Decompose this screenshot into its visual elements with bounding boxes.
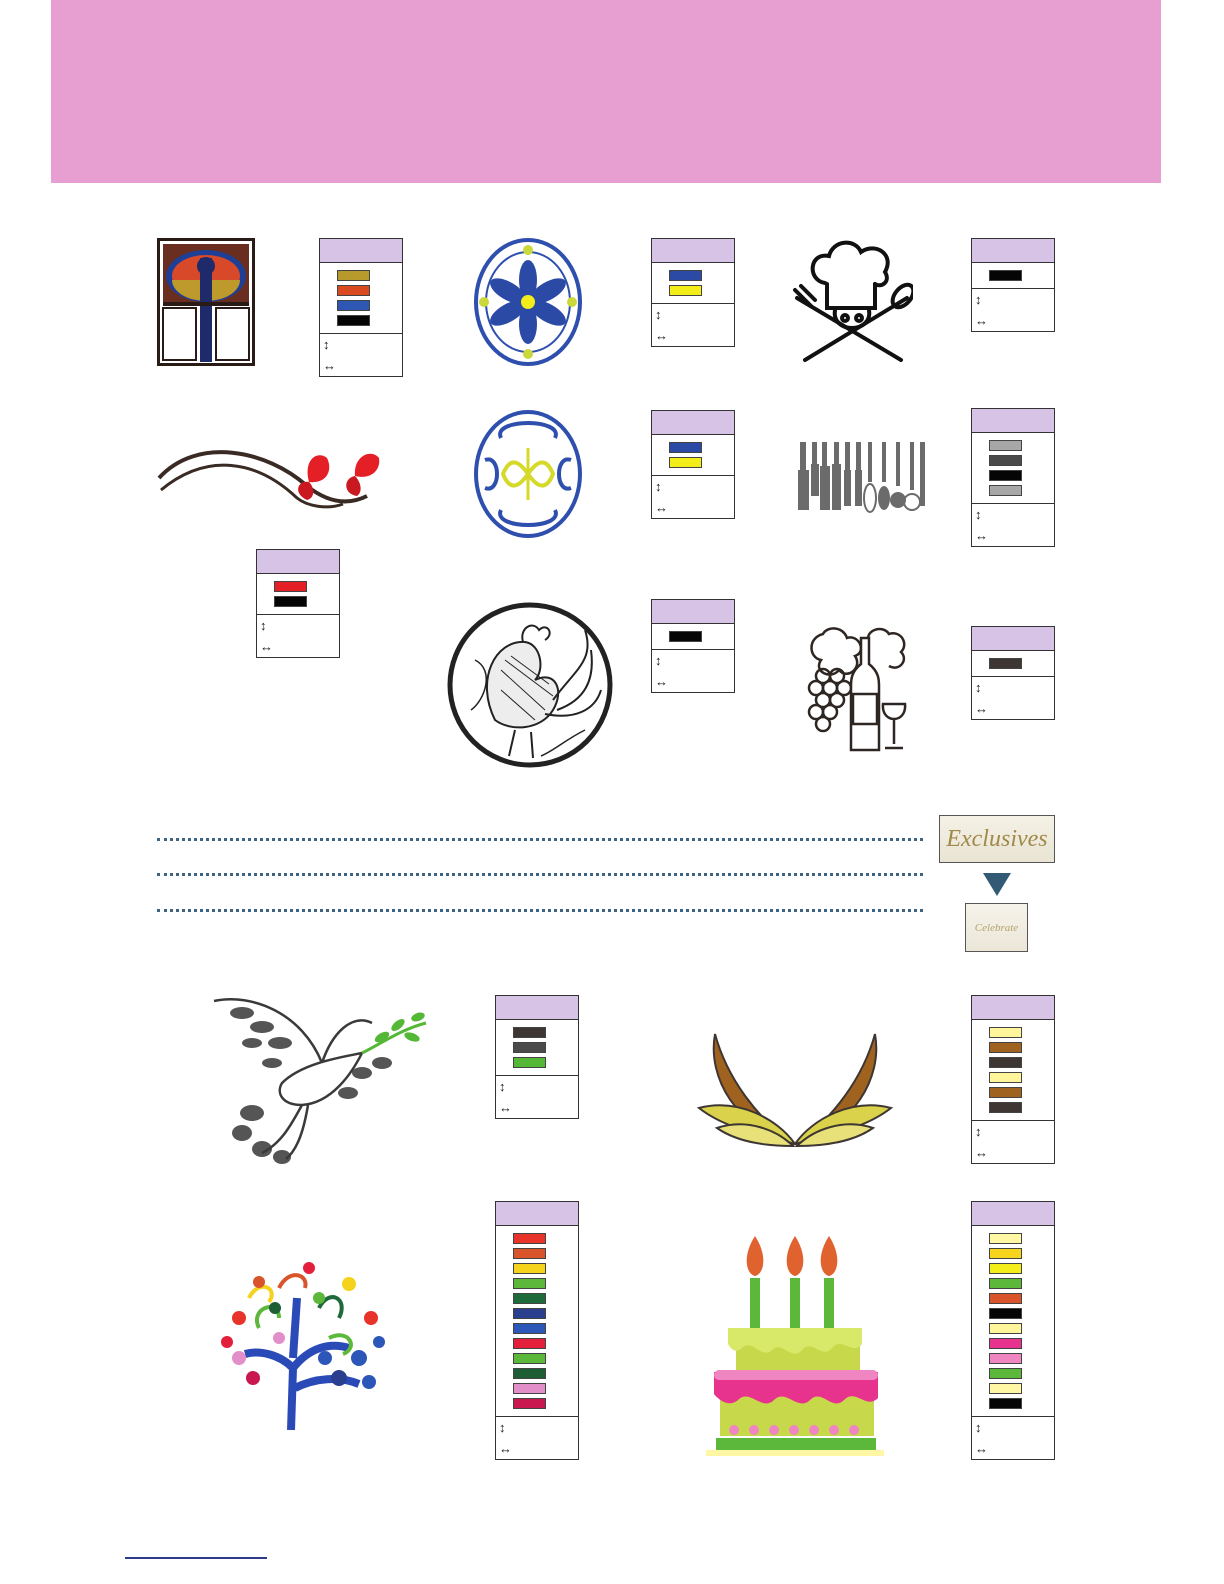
thread-color-swatch bbox=[989, 1398, 1022, 1409]
width-dimension-row bbox=[972, 525, 1054, 546]
thread-color-list bbox=[496, 1020, 578, 1076]
thread-color-swatch bbox=[513, 1353, 546, 1364]
dove-design-image[interactable] bbox=[212, 993, 430, 1165]
height-dimension-row bbox=[972, 289, 1054, 310]
color-table bbox=[651, 238, 735, 347]
thread-color-swatch bbox=[513, 1323, 546, 1334]
blue-scroll-tile-design-image[interactable] bbox=[471, 408, 586, 540]
color-table bbox=[971, 995, 1055, 1164]
height-arrow-icon: ↕ bbox=[975, 292, 982, 307]
color-table bbox=[319, 238, 403, 377]
dotted-leader bbox=[157, 909, 923, 912]
color-table-header bbox=[257, 550, 339, 574]
thread-color-swatch bbox=[989, 485, 1022, 496]
width-arrow-icon: ↔ bbox=[975, 1441, 988, 1456]
thread-color-swatch bbox=[989, 1293, 1022, 1304]
height-arrow-icon: ↕ bbox=[655, 479, 662, 494]
thread-color-swatch bbox=[989, 1248, 1022, 1259]
height-arrow-icon: ↕ bbox=[975, 1420, 982, 1435]
width-arrow-icon: ↔ bbox=[655, 674, 668, 689]
width-dimension-row bbox=[257, 636, 339, 657]
thread-color-swatch bbox=[669, 442, 702, 453]
width-arrow-icon: ↔ bbox=[975, 528, 988, 543]
thread-color-swatch bbox=[989, 1087, 1022, 1098]
birthday-cake-design-image[interactable] bbox=[706, 1232, 884, 1458]
thread-color-swatch bbox=[513, 1383, 546, 1394]
thread-color-list bbox=[257, 574, 339, 615]
color-table-header bbox=[320, 239, 402, 263]
thread-color-swatch bbox=[989, 270, 1022, 281]
width-arrow-icon: ↔ bbox=[260, 639, 273, 654]
thread-color-swatch bbox=[337, 300, 370, 311]
thread-color-swatch bbox=[989, 1338, 1022, 1349]
color-table bbox=[651, 410, 735, 519]
thread-color-swatch bbox=[513, 1233, 546, 1244]
thread-color-swatch bbox=[337, 270, 370, 281]
thread-color-swatch bbox=[989, 1383, 1022, 1394]
thread-color-list bbox=[972, 433, 1054, 504]
thread-color-swatch bbox=[337, 285, 370, 296]
height-dimension-row bbox=[320, 334, 402, 355]
blue-floral-tile-design-image[interactable] bbox=[471, 236, 586, 368]
width-arrow-icon: ↔ bbox=[655, 500, 668, 515]
color-table-header bbox=[972, 996, 1054, 1020]
thread-color-list bbox=[320, 263, 402, 334]
height-arrow-icon: ↕ bbox=[655, 653, 662, 668]
rooster-circle-design-image[interactable] bbox=[445, 600, 615, 770]
width-dimension-row bbox=[972, 1142, 1054, 1163]
color-table-header bbox=[496, 996, 578, 1020]
color-table bbox=[651, 599, 735, 693]
thread-color-swatch bbox=[989, 658, 1022, 669]
thread-color-list bbox=[652, 624, 734, 650]
thread-color-swatch bbox=[989, 1233, 1022, 1244]
thread-color-swatch bbox=[989, 1057, 1022, 1068]
thread-color-swatch bbox=[989, 1368, 1022, 1379]
width-arrow-icon: ↔ bbox=[975, 313, 988, 328]
exclusives-button[interactable] bbox=[939, 815, 1055, 863]
height-dimension-row bbox=[496, 1417, 578, 1438]
width-arrow-icon: ↔ bbox=[323, 358, 336, 373]
height-arrow-icon: ↕ bbox=[655, 307, 662, 322]
thread-color-swatch bbox=[274, 596, 307, 607]
width-dimension-row bbox=[320, 355, 402, 376]
chef-utensils-design-image[interactable] bbox=[791, 238, 913, 366]
color-table bbox=[495, 995, 579, 1119]
width-arrow-icon: ↔ bbox=[499, 1100, 512, 1115]
width-dimension-row bbox=[972, 698, 1054, 719]
color-table-header bbox=[652, 239, 734, 263]
width-arrow-icon: ↔ bbox=[975, 1145, 988, 1160]
thread-color-swatch bbox=[513, 1308, 546, 1319]
height-dimension-row bbox=[972, 677, 1054, 698]
thread-color-swatch bbox=[989, 1072, 1022, 1083]
color-table bbox=[971, 626, 1055, 720]
thread-color-swatch bbox=[989, 1042, 1022, 1053]
thread-color-swatch bbox=[989, 470, 1022, 481]
wine-grapes-design-image[interactable] bbox=[803, 624, 914, 756]
thread-color-swatch bbox=[513, 1398, 546, 1409]
exclusives-button-label: Exclusives bbox=[946, 825, 1048, 852]
dotted-leader bbox=[157, 838, 923, 841]
height-dimension-row bbox=[652, 476, 734, 497]
thread-color-swatch bbox=[989, 1323, 1022, 1334]
thread-color-swatch bbox=[513, 1248, 546, 1259]
thread-color-swatch bbox=[989, 1278, 1022, 1289]
color-table bbox=[971, 408, 1055, 547]
height-arrow-icon: ↕ bbox=[975, 1124, 982, 1139]
color-table-header bbox=[972, 239, 1054, 263]
width-dimension-row bbox=[652, 325, 734, 346]
color-table-header bbox=[972, 409, 1054, 433]
celebrate-button[interactable] bbox=[965, 903, 1028, 952]
thread-color-list bbox=[972, 1020, 1054, 1121]
thread-color-swatch bbox=[513, 1027, 546, 1038]
height-dimension-row bbox=[972, 1417, 1054, 1438]
color-table bbox=[495, 1201, 579, 1460]
width-arrow-icon: ↔ bbox=[499, 1441, 512, 1456]
height-arrow-icon: ↕ bbox=[499, 1079, 506, 1094]
thread-color-swatch bbox=[669, 270, 702, 281]
thread-color-list bbox=[652, 435, 734, 476]
height-arrow-icon: ↕ bbox=[323, 337, 330, 352]
thread-color-list bbox=[972, 651, 1054, 677]
width-dimension-row bbox=[652, 497, 734, 518]
width-dimension-row bbox=[972, 310, 1054, 331]
height-arrow-icon: ↕ bbox=[499, 1420, 506, 1435]
thread-color-swatch bbox=[989, 1027, 1022, 1038]
color-table bbox=[971, 238, 1055, 332]
color-table-header bbox=[652, 411, 734, 435]
thread-color-swatch bbox=[513, 1278, 546, 1289]
footer-rule bbox=[125, 1557, 267, 1559]
color-table-header bbox=[972, 627, 1054, 651]
height-dimension-row bbox=[496, 1076, 578, 1097]
width-dimension-row bbox=[496, 1438, 578, 1459]
thread-color-swatch bbox=[513, 1057, 546, 1068]
butterfly-swirl-design-image[interactable] bbox=[157, 440, 393, 512]
width-arrow-icon: ↔ bbox=[975, 701, 988, 716]
tree-design-image[interactable] bbox=[219, 1258, 387, 1430]
thread-color-swatch bbox=[513, 1042, 546, 1053]
thread-color-swatch bbox=[513, 1293, 546, 1304]
width-dimension-row bbox=[652, 671, 734, 692]
width-dimension-row bbox=[496, 1097, 578, 1118]
thread-color-swatch bbox=[513, 1263, 546, 1274]
celebrate-button-label: Celebrate bbox=[974, 921, 1019, 934]
color-table-header bbox=[972, 1202, 1054, 1226]
height-dimension-row bbox=[972, 504, 1054, 525]
width-arrow-icon: ↔ bbox=[655, 328, 668, 343]
thread-color-swatch bbox=[989, 1102, 1022, 1113]
color-table-header bbox=[496, 1202, 578, 1226]
kitchen-tools-design-image[interactable] bbox=[798, 440, 928, 516]
thread-color-list bbox=[652, 263, 734, 304]
thread-color-swatch bbox=[274, 581, 307, 592]
thread-color-swatch bbox=[989, 1353, 1022, 1364]
height-arrow-icon: ↕ bbox=[975, 507, 982, 522]
thread-color-swatch bbox=[669, 285, 702, 296]
color-table-header bbox=[652, 600, 734, 624]
color-table bbox=[256, 549, 340, 658]
height-dimension-row bbox=[972, 1121, 1054, 1142]
height-dimension-row bbox=[652, 304, 734, 325]
dotted-leader bbox=[157, 873, 923, 876]
thread-color-swatch bbox=[989, 1263, 1022, 1274]
thread-color-list bbox=[496, 1226, 578, 1417]
thread-color-swatch bbox=[989, 455, 1022, 466]
height-arrow-icon: ↕ bbox=[260, 618, 267, 633]
thread-color-swatch bbox=[669, 457, 702, 468]
header-banner bbox=[51, 0, 1161, 183]
thread-color-swatch bbox=[513, 1368, 546, 1379]
thread-color-swatch bbox=[669, 631, 702, 642]
width-dimension-row bbox=[972, 1438, 1054, 1459]
thread-color-list bbox=[972, 1226, 1054, 1417]
color-table bbox=[971, 1201, 1055, 1460]
thread-color-swatch bbox=[989, 1308, 1022, 1319]
height-dimension-row bbox=[257, 615, 339, 636]
thread-color-swatch bbox=[513, 1338, 546, 1349]
thread-color-list bbox=[972, 263, 1054, 289]
height-arrow-icon: ↕ bbox=[975, 680, 982, 695]
triangle-down-icon bbox=[983, 873, 1011, 896]
thread-color-swatch bbox=[989, 440, 1022, 451]
height-dimension-row bbox=[652, 650, 734, 671]
thread-color-swatch bbox=[337, 315, 370, 326]
wheat-design-image[interactable] bbox=[697, 1018, 893, 1154]
stained-glass-design-image[interactable] bbox=[157, 238, 255, 366]
